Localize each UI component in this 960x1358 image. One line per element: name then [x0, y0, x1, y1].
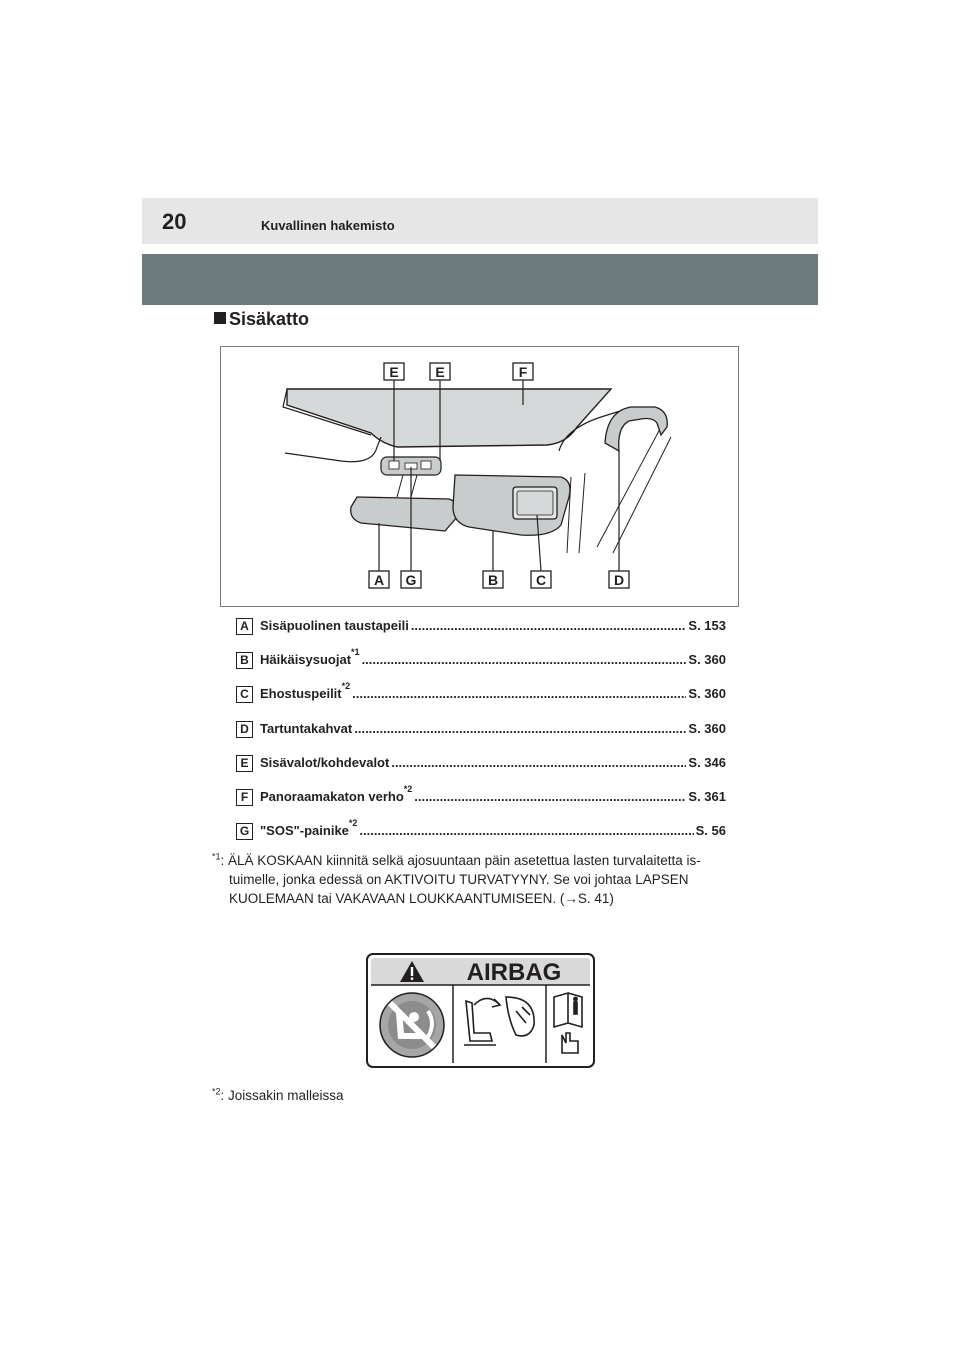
item-entry[interactable] — [260, 755, 726, 770]
subheading — [214, 309, 309, 330]
footnote-1 — [212, 851, 752, 908]
item-letter: A — [236, 618, 253, 635]
callout-f: F — [518, 364, 528, 380]
item-entry[interactable] — [260, 783, 726, 804]
item-footnote-mark: *1 — [351, 647, 360, 658]
callout-e1: E — [389, 364, 399, 380]
dot-leader — [352, 686, 686, 701]
item-text: Ehostuspeilit — [260, 686, 342, 702]
dot-leader — [391, 755, 686, 770]
interior-roof-illustration — [220, 346, 739, 607]
footnote-1-line-2: tuimelle, jonka edessä on AKTIVOITU TURVATYYNY. Se voi johtaa LAPSEN — [229, 872, 689, 887]
item-page-ref: S. 360 — [688, 720, 726, 736]
callout-e2: E — [435, 364, 445, 380]
item-page-ref: S. 153 — [688, 618, 726, 633]
rearview-mirror — [351, 497, 458, 531]
list-item — [236, 720, 726, 754]
arrow-right-icon: → — [564, 891, 578, 906]
callout-d: D — [613, 572, 625, 588]
item-text: Panoraamakaton verho — [260, 788, 404, 804]
mirror-mount — [397, 475, 417, 497]
item-footnote-mark: *2 — [403, 783, 413, 794]
list-item — [236, 647, 726, 685]
item-entry[interactable] — [260, 681, 726, 702]
component-list — [236, 617, 726, 856]
pillar-right-lines — [597, 427, 671, 553]
dot-leader — [411, 618, 687, 633]
airbag-label-graphic — [366, 953, 595, 1068]
list-item — [236, 783, 726, 822]
panorama-roof — [287, 389, 611, 447]
title-band — [142, 254, 818, 305]
item-letter: C — [236, 686, 253, 703]
list-item — [236, 681, 726, 719]
item-text: "SOS"-painike — [260, 823, 349, 839]
vanity-mirror-glass — [517, 491, 553, 515]
no-rear-facing-seat-icon — [380, 993, 444, 1057]
item-footnote-mark: *2 — [348, 818, 358, 829]
item-entry[interactable] — [260, 721, 726, 736]
item-entry[interactable] — [260, 647, 726, 668]
footnote-1-page-ref[interactable]: S. 41) — [577, 891, 614, 906]
callout-b: B — [487, 572, 499, 588]
grab-handle — [605, 407, 667, 451]
dot-leader — [414, 789, 686, 804]
map-light-left — [389, 461, 399, 469]
footnote-2-marker: *2 — [212, 1086, 221, 1097]
list-item — [236, 754, 726, 788]
item-text: Tartuntakahvat — [260, 720, 353, 736]
item-page-ref: S. 56 — [695, 823, 726, 839]
airbag-warning-label — [366, 953, 595, 1068]
list-item — [236, 617, 726, 651]
footnote-1-marker: *1 — [212, 851, 221, 862]
footnote-1-line-3-text: KUOLEMAAN tai VAKAVAAN LOUKKAANTUMISEEN. ( — [229, 891, 565, 906]
item-letter: F — [236, 789, 253, 806]
callout-a: A — [373, 572, 385, 588]
roof-drawing — [221, 347, 739, 607]
item-text: Häikäisysuojat — [260, 652, 352, 668]
item-text: Sisävalot/kohdevalot — [260, 754, 390, 770]
item-page-ref: S. 346 — [688, 754, 726, 770]
footnote-2-text: : Joissakin malleissa — [220, 1088, 344, 1103]
item-letter: B — [236, 652, 253, 669]
header-bar — [142, 198, 818, 244]
subheading-text: Sisäkatto — [229, 309, 310, 329]
square-bullet-icon — [214, 312, 226, 324]
dot-leader — [359, 823, 693, 838]
dot-leader — [362, 652, 687, 667]
dot-leader — [354, 721, 686, 736]
item-letter: E — [236, 755, 253, 772]
section-title: Kuvallinen hakemisto — [261, 218, 395, 233]
item-page-ref: S. 361 — [688, 788, 726, 804]
item-page-ref: S. 360 — [688, 686, 726, 702]
item-footnote-mark: *2 — [341, 681, 351, 692]
item-text: Sisäpuolinen taustapeili — [260, 618, 409, 633]
page-number: 20 — [162, 209, 187, 234]
item-entry[interactable] — [260, 618, 726, 633]
footnote-1-line-1: : ÄLÄ KOSKAAN kiinnitä selkä ajosuuntaan päin asetettua lasten turvalaitetta is- — [220, 853, 701, 868]
map-light-right — [421, 461, 431, 469]
callout-c: C — [535, 572, 547, 588]
item-entry[interactable] — [260, 818, 726, 839]
headliner-line — [285, 437, 381, 462]
item-letter: G — [236, 823, 253, 840]
footnote-2 — [212, 1086, 344, 1105]
item-letter: D — [236, 721, 253, 738]
airbag-title: AIRBAG — [466, 959, 562, 986]
footnote-1-line-3 — [212, 889, 752, 908]
item-page-ref: S. 360 — [688, 652, 726, 668]
callout-g: G — [405, 572, 417, 588]
